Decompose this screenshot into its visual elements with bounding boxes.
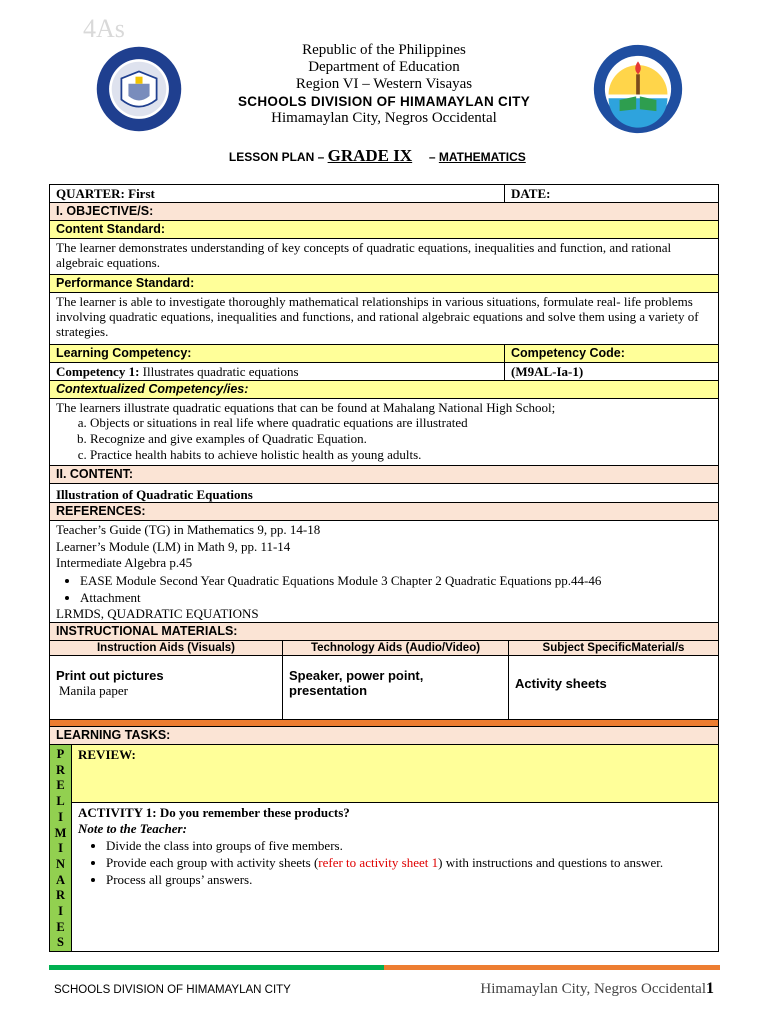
contextualized-intro: The learners illustrate quadratic equations that can be found at Mahalang National High School; — [56, 400, 556, 415]
materials-header-subject: Subject SpecificMaterial/s — [542, 642, 685, 654]
title-dash: – — [428, 150, 436, 164]
footer-orange-line — [384, 965, 720, 970]
content-text: Illustration of Quadratic Equations — [50, 484, 718, 503]
page-number: 1 — [706, 980, 714, 997]
header-region: Region VI – Western Visayas — [295, 76, 473, 92]
prelim-letter: E — [56, 778, 65, 793]
prelim-letter: I — [58, 841, 63, 856]
activity-text: Provide each group with activity sheets ( — [106, 855, 319, 870]
materials-technology-cell: Speaker, power point, presentation — [283, 656, 509, 719]
prelim-letter: E — [56, 919, 65, 934]
performance-standard-heading: Performance Standard: — [50, 275, 718, 293]
teacher-note: Note to the Teacher: — [78, 821, 187, 836]
prelim-letter: A — [55, 872, 66, 887]
header-division: SCHOOLS DIVISION OF HIMAMAYLAN CITY — [237, 94, 530, 109]
materials-print-out: Print out pictures — [56, 668, 164, 683]
activity-title: ACTIVITY 1: Do you remember these products? — [78, 805, 350, 820]
learning-tasks-body — [50, 745, 718, 951]
content-standard-heading: Content Standard: — [50, 221, 718, 239]
footer-city — [480, 980, 714, 998]
learning-competency-heading: Learning Competency: — [50, 345, 505, 362]
references-cell — [50, 521, 718, 623]
competency-text: Illustrates quadratic equations — [142, 364, 299, 379]
materials-manila: Manila paper — [59, 683, 128, 698]
prelim-letter: I — [58, 904, 63, 919]
prelim-letter: N — [55, 856, 66, 871]
list-item: • Divide the class into groups of five members. — [106, 837, 712, 854]
list-item: • Process all groups’ answers. — [106, 871, 712, 888]
list-item: • EASE Module Second Year Quadratic Equations Module 3 Chapter 2 Quadratic Equations pp.44-46 — [80, 572, 712, 589]
activity-cell — [72, 803, 718, 948]
reference-bullets — [56, 572, 712, 606]
contextualized-heading: Contextualized Competency/ies: — [50, 381, 718, 399]
competency-heading-row — [50, 345, 718, 363]
competency-cell — [50, 363, 505, 380]
content-heading: II. CONTENT: — [50, 466, 718, 484]
competency-prefix: Competency 1: — [56, 364, 140, 379]
footer-division: SCHOOLS DIVISION OF HIMAMAYLAN CITY — [54, 984, 291, 996]
date-cell: DATE: — [511, 186, 551, 201]
materials-header-row — [50, 641, 718, 656]
performance-standard-text: The learner is able to investigate thoroughly mathematical relationships in various situations, formulate real- life problems involving quadratic equations, inequalities and functions, and rational algebraic equations and solve them using a variety of strategies. — [50, 293, 718, 345]
footer-green-line — [49, 965, 384, 970]
activity-sheet-reference: refer to activity sheet 1 — [318, 855, 439, 870]
lesson-plan-title — [0, 146, 768, 166]
prelim-letter: R — [55, 762, 66, 777]
references-heading: REFERENCES: — [50, 503, 718, 521]
content-standard-text: The learner demonstrates understanding of key concepts of quadratic equations, inequalities and function, and rational algebraic equations. — [50, 239, 718, 275]
letterhead — [0, 42, 768, 127]
prelim-letter: R — [55, 888, 66, 903]
materials-subject-cell: Activity sheets — [515, 676, 607, 691]
reference-lrmds: LRMDS, QUADRATIC EQUATIONS — [56, 605, 259, 621]
competency-code: (M9AL-Ia-1) — [511, 364, 584, 379]
contextualized-cell — [50, 399, 718, 466]
tasks-main — [72, 745, 718, 951]
header-city: Himamaylan City, Negros Occidental — [271, 110, 497, 126]
contextualized-list — [56, 415, 712, 463]
title-grade: GRADE IX — [327, 146, 413, 165]
competency-row — [50, 363, 718, 381]
objectives-heading: I. OBJECTIVE/S: — [50, 203, 718, 221]
quarter-cell: QUARTER: First — [50, 185, 505, 202]
competency-code-heading: Competency Code: — [511, 346, 625, 360]
header-republic: Republic of the Philippines — [302, 42, 466, 58]
watermark-text: 4As — [83, 14, 125, 43]
preliminaries-column — [50, 745, 72, 951]
header-department: Department of Education — [308, 59, 460, 75]
prelim-letter: P — [56, 747, 65, 761]
list-item — [106, 854, 712, 871]
title-subject: MATHEMATICS — [438, 150, 526, 164]
reference-lm: Learner’s Module (LM) in Math 9, pp. 11-14 — [56, 538, 291, 554]
learning-tasks-heading: LEARNING TASKS: — [50, 727, 718, 745]
reference-algebra: Intermediate Algebra p.45 — [56, 555, 193, 570]
activity-text: ) with instructions and questions to answer. — [438, 855, 664, 870]
prelim-letter: M — [54, 825, 67, 840]
quarter-row — [50, 185, 718, 203]
review-cell: REVIEW: — [72, 745, 718, 803]
prelim-letter: L — [56, 794, 65, 809]
materials-heading: INSTRUCTIONAL MATERIALS: — [50, 623, 718, 641]
orange-divider — [50, 720, 718, 727]
prelim-letter: I — [58, 809, 63, 824]
title-prefix: LESSON PLAN – — [228, 150, 325, 164]
list-item: b. Recognize and give examples of Quadratic Equation. — [90, 431, 712, 447]
reference-tg: Teacher’s Guide (TG) in Mathematics 9, pp. 14-18 — [56, 522, 321, 537]
activity-list — [78, 837, 712, 888]
materials-header-visuals: Instruction Aids (Visuals) — [50, 641, 283, 655]
materials-visuals-cell — [50, 656, 283, 719]
materials-body-row — [50, 656, 718, 720]
list-item: a. Objects or situations in real life where quadratic equations are illustrated — [90, 415, 712, 431]
footer-city-text: Himamaylan City, Negros Occidental — [480, 981, 706, 997]
list-item: c. Practice health habits to achieve holistic health as young adults. — [90, 447, 712, 463]
materials-header-technology: Technology Aids (Audio/Video) — [283, 641, 509, 655]
lesson-plan-table — [49, 184, 719, 952]
prelim-letter: S — [57, 935, 64, 950]
list-item: • Attachment — [80, 589, 712, 606]
